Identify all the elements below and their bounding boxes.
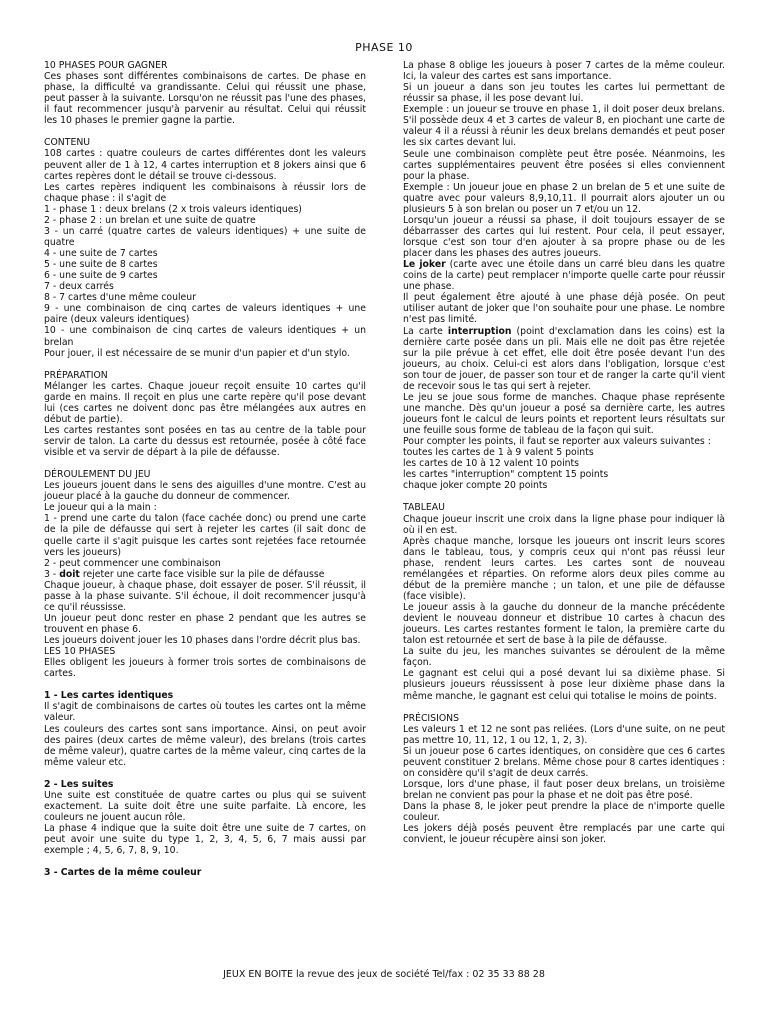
heading-cartes-identiques: 1 - Les cartes identiques <box>44 690 174 702</box>
bold-text: Le joker <box>403 259 446 271</box>
paragraph <box>403 326 725 392</box>
paragraph: Si un joueur pose 6 cartes identiques, on considère que ces 6 cartes peuvent constituer 2 brelans. Même chose pour 8 cartes identiques : on considère qu'il s'agit de deux carrés. <box>403 745 725 779</box>
paragraph: Les cartes restantes sont posées en tas au centre de la table pour servir de talon. La carte du dessus est retournée, posée à côté face visible et va servir de départ à la pile de défausse. <box>44 424 366 459</box>
paragraph: Il peut également être ajouté à une phase déjà posée. On peut utiliser autant de joker que l'on souhaite pour une phase. Le nombre n'est pas limité. <box>403 292 725 326</box>
heading-tableau: TABLEAU <box>403 502 445 514</box>
paragraph: Le jeu se joue sous forme de manches. Chaque phase représente une manche. Dès qu'un joueur a posé sa dernière carte, les autres joueurs font le calcul de leurs points et reportent leurs résultats sur une feuille sous forme de tableau de la façon qui suit. <box>403 391 725 437</box>
paragraph: La phase 4 indique que la suite doit être une suite de 7 cartes, on peut avoir une suite du type 1, 2, 3, 4, 5, 6, 7 mais aussi par exemple ; 4, 5, 6, 7, 8, 9, 10. <box>44 823 366 857</box>
list-item: chaque joker compte 20 points <box>403 480 548 492</box>
list-item: 7 - deux carrés <box>44 281 114 293</box>
paragraph: Exemple : un joueur se trouve en phase 1, il doit poser deux brelans. S'il possède deux 4 et 3 cartes de valeur 8, en piochant une carte de valeur 4 il a réussi à réunir les deux brelans demandés et peut poser les six cartes devant lui. <box>403 104 725 149</box>
bold-text: interruption <box>447 325 512 337</box>
bold-text: doit <box>59 568 80 580</box>
list-item: toutes les cartes de 1 à 9 valent 5 points <box>403 447 594 459</box>
paragraph: Une suite est constituée de quatre cartes ou plus qui se suivent exactement. La suite doit être une suite parfaite. Là encore, les couleurs ne jouent aucun rôle. <box>44 789 366 823</box>
paragraph: Lorsqu'un joueur a réussi sa phase, il doit toujours essayer de se débarrasser des cartes qui lui restent. Pour cela, il peut essayer, lorsque c'est son tour d'en ajouter à sa propre phase ou de les placer dans les phases des autres joueurs. <box>403 214 725 260</box>
paragraph: Dans la phase 8, le joker peut prendre la place de n'importe quelle couleur. <box>403 801 725 824</box>
text-segment: 3 - <box>44 568 60 580</box>
list-item: 6 - une suite de 9 cartes <box>44 270 158 282</box>
heading-deroulement: DÉROULEMENT DU JEU <box>44 469 151 481</box>
paragraph: Les joueurs doivent jouer les 10 phases dans l'ordre décrit plus bas. <box>44 635 361 647</box>
paragraph: Les couleurs des cartes sont sans importance. Ainsi, on peut avoir des paires (deux cartes de même valeur), des brelans (trois cartes de même valeur), quatre cartes de la même valeur, cinq cartes de la même valeur etc. <box>44 723 366 768</box>
paragraph: La phase 8 oblige les joueurs à poser 7 cartes de la même couleur. Ici, la valeur des cartes est sans importance. <box>403 60 725 83</box>
paragraph: Pour compter les points, il faut se reporter aux valeurs suivantes : <box>403 436 711 448</box>
list-item: 5 - une suite de 8 cartes <box>44 259 158 271</box>
heading-precisions: PRÉCISIONS <box>403 712 459 724</box>
list-item: 10 - une combinaison de cinq cartes de valeurs identiques + un brelan <box>44 325 366 348</box>
right-column <box>403 60 725 845</box>
heading-meme-couleur: 3 - Cartes de la même couleur <box>44 867 202 879</box>
paragraph: Les joueurs jouent dans le sens des aiguilles d'une montre. C'est au joueur placé à la gauche du donneur de commencer. <box>44 480 366 503</box>
paragraph <box>403 259 725 292</box>
page-footer: JEUX EN BOITE la revue des jeux de société Tel/fax : 02 35 33 88 28 <box>223 969 545 980</box>
heading-preparation: PRÉPARATION <box>44 369 108 381</box>
paragraph: 108 cartes : quatre couleurs de cartes différentes dont les valeurs peuvent aller de 1 à 12, 4 cartes interruption et 8 jokers ainsi que 6 cartes repères dont le détail se trouve ci-dessous. <box>44 148 366 182</box>
paragraph: Chaque joueur, à chaque phase, doit essayer de poser. S'il réussit, il passe à la phase suivante. S'il échoue, il doit recommencer jusqu'à ce qu'il réussisse. <box>44 579 366 613</box>
list-item: 4 - une suite de 7 cartes <box>44 248 158 259</box>
heading-10-phases-pour-gagner: 10 PHASES POUR GAGNER <box>44 60 168 71</box>
list-item: 9 - une combinaison de cinq cartes de valeurs identiques + une paire (deux valeurs identiques) <box>44 303 366 326</box>
list-item: les cartes "interruption" comptent 15 points <box>403 469 609 481</box>
paragraph: Le joueur assis à la gauche du donneur de la manche précédente devient le nouveau donneur et distribue 10 cartes à chacun des joueurs. Les cartes restantes forment le talon, la première carte du talon est retournée et sert de base à la pile de défausse. <box>403 602 725 647</box>
paragraph: 2 - peut commencer une combinaison <box>44 557 221 569</box>
paragraph: Les valeurs 1 et 12 ne sont pas reliées. (Lors d'une suite, on ne peut pas mettre 10, 11, 12, 1 ou 12, 1, 2, 3). <box>403 723 725 746</box>
list-item: les cartes de 10 à 12 valent 10 points <box>403 458 580 470</box>
paragraph: Un joueur peut donc rester en phase 2 pendant que les autres se trouvent en phase 6. <box>44 612 366 635</box>
paragraph: La suite du jeu, les manches suivantes se déroulent de la même façon. <box>403 646 725 669</box>
paragraph: Elles obligent les joueurs à former trois sortes de combinaisons de cartes. <box>44 657 366 680</box>
paragraph: Il s'agit de combinaisons de cartes où toutes les cartes ont la même valeur. <box>44 701 366 724</box>
paragraph: Lorsque, lors d'une phase, il faut poser deux brelans, un troisième brelan ne convient pas pour la phase et ne doit pas être posé. <box>403 778 725 801</box>
paragraph: Le joueur qui a la main : <box>44 502 157 514</box>
list-item: 3 - un carré (quatre cartes de valeurs identiques) + une suite de quatre <box>44 225 366 248</box>
paragraph: Pour jouer, il est nécessaire de se munir d'un papier et d'un stylo. <box>44 347 350 359</box>
paragraph: Ces phases sont différentes combinaisons de cartes. De phase en phase, la difficulté va grandissante. Celui qui réussit une phase, peut passer à la suivante. Lorsqu'on ne réussit pas l'une des phases, il faut recommencer jusqu'à parvenir au résultat. Celui qui réussit les 10 phases le premier gagne la partie. <box>44 71 366 127</box>
paragraph: Chaque joueur inscrit une croix dans la ligne phase pour indiquer là où il en est. <box>403 513 725 536</box>
paragraph: Les jokers déjà posés peuvent être remplacés par une carte qui convient, le joueur récupère ainsi son joker. <box>403 823 725 846</box>
page-title: PHASE 10 <box>355 41 413 54</box>
list-item: 2 - phase 2 : un brelan et une suite de quatre <box>44 214 256 226</box>
list-item: 8 - 7 cartes d'une même couleur <box>44 292 196 304</box>
paragraph: Exemple : Un joueur joue en phase 2 un brelan de 5 et une suite de quatre avec pour valeurs 8,9,10,11. Il pourrait alors ajouter un ou plusieurs 5 à son brelan ou poser un 7 et/ou un 12. <box>403 181 725 215</box>
left-column <box>44 60 366 878</box>
text-segment: rejeter une carte face visible sur la pile de défausse <box>79 568 325 580</box>
text-segment: (point d'exclamation dans les coins) est la dernière carte posée dans un pli. Mais elle ne doit pas être rejetée sur la pile prévue à cet effet, elle doit être posée devant l'un des joueurs, au choix. Celui-ci est alors dans l'obligation, lorsque c'est son tour de jouer, de passer son tour et de ranger la carte qu'il vient de recevoir sous le tas qui sert à rejeter. <box>403 325 725 392</box>
text-segment: La carte <box>403 325 448 337</box>
heading-suites: 2 - Les suites <box>44 778 114 790</box>
paragraph: Le gagnant est celui qui a posé devant lui sa dixième phase. Si plusieurs joueurs réussissent à pose leur dixième phase dans la même manche, le gagnant est celui qui totalise le moins de points. <box>403 668 725 702</box>
heading-les-10-phases: LES 10 PHASES <box>44 646 116 658</box>
list-item: 1 - phase 1 : deux brelans (2 x trois valeurs identiques) <box>44 203 302 215</box>
text-segment: (carte avec une étoile dans un carré bleu dans les quatre coins de la carte) peut remplacer n'importe quelle carte pour réussir une phase. <box>403 259 725 293</box>
paragraph: 1 - prend une carte du talon (face cachée donc) ou prend une carte de la pile de défausse qui sert à rejeter les cartes (il sait donc de quelle carte il s'agit puisque les cartes sont rejetées face retournée vers les joueurs) <box>44 513 366 558</box>
paragraph <box>44 569 366 580</box>
paragraph: Seule une combinaison complète peut être posée. Néanmoins, les cartes supplémentaires peuvent être posées si elles conviennent pour la phase. <box>403 148 725 182</box>
paragraph: Après chaque manche, lorsque les joueurs ont inscrit leurs scores dans le tableau, tous, y compris ceux qui n'ont pas réussi leur phase, rendent leurs cartes. Les cartes sont de nouveau remélangées et réparties. On reforme alors deux piles comme au début de la première manche ; un talon, et une pile de défausse (face visible). <box>403 535 725 602</box>
paragraph: Les cartes repères indiquent les combinaisons à réussir lors de chaque phase : il s'agit de <box>44 181 366 204</box>
paragraph: Si un joueur a dans son jeu toutes les cartes lui permettant de réussir sa phase, il les pose devant lui. <box>403 82 725 105</box>
paragraph: Mélanger les cartes. Chaque joueur reçoit ensuite 10 cartes qu'il garde en mains. Il reçoit en plus une carte repère qu'il pose devant lui (ces cartes ne doivent donc pas être mélangées aux autres en début de partie). <box>44 380 366 425</box>
heading-contenu: CONTENU <box>44 137 91 149</box>
